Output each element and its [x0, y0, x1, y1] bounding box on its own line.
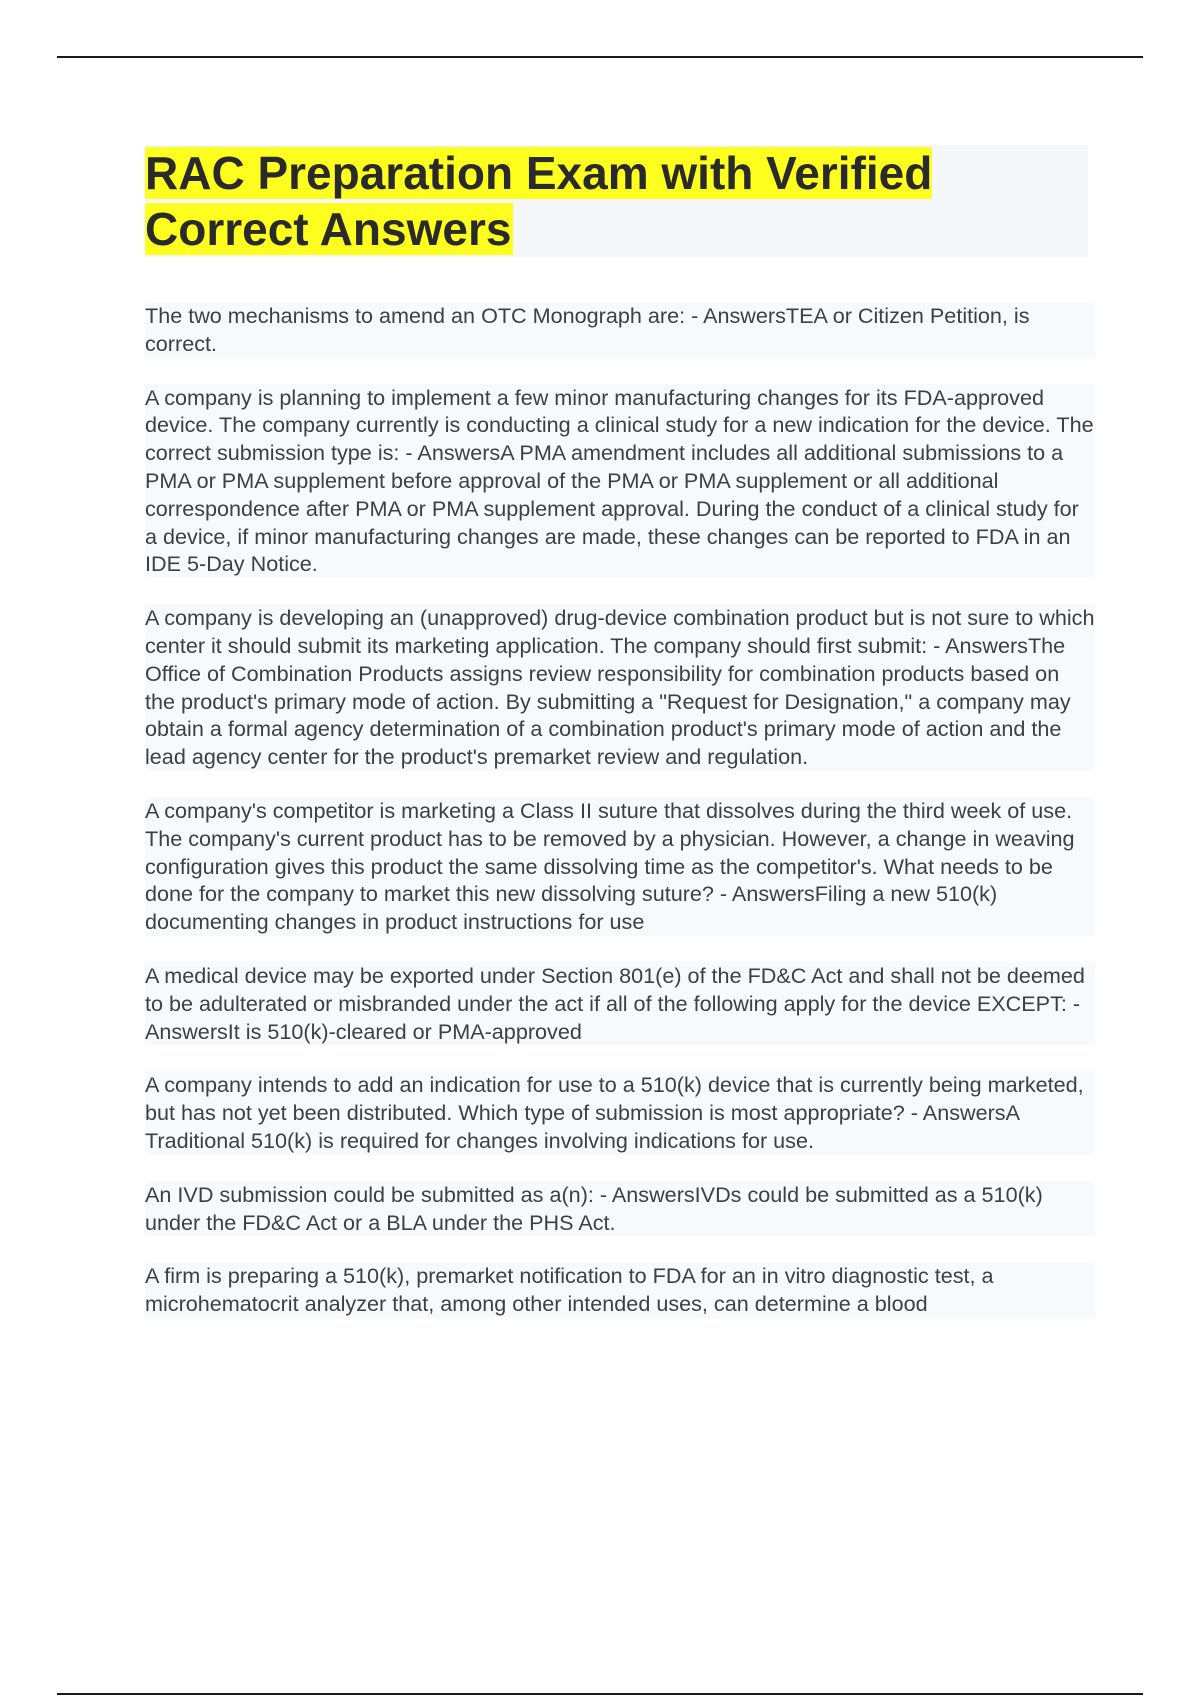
- qa-item: A company is planning to implement a few minor manufacturing changes for its FDA-approved device. The company currently is conducting a clinical study for a new indication for the device. The correct submission type is: - AnswersA PMA amendment includes all additional submissions to a PMA or PMA supplement before approval of the PMA or PMA supplement or all additional correspondence after PMA or PMA supplement approval. During the conduct of a clinical study for a device, if minor manufacturing changes are made, these changes can be reported to FDA in an IDE 5-Day Notice.: [145, 384, 1094, 577]
- qa-item: A medical device may be exported under Section 801(e) of the FD&C Act and shall not be deemed to be adulterated or misbranded under the act if all of the following apply for the device EXCEPT: - AnswersIt is 510(k)-cleared or PMA-approved: [145, 962, 1095, 1045]
- qa-item: A firm is preparing a 510(k), premarket notification to FDA for an in vitro diagnostic test, a microhematocrit analyzer that, among other intended uses, can determine a blood: [145, 1262, 1095, 1318]
- footer-rule: [57, 1693, 1143, 1695]
- qa-list: [145, 302, 1095, 1344]
- title-block: [145, 145, 1088, 257]
- qa-item: The two mechanisms to amend an OTC Monograph are: - AnswersTEA or Citizen Petition, is correct.: [145, 302, 1095, 358]
- document-title: [145, 145, 1088, 257]
- qa-item: An IVD submission could be submitted as a(n): - AnswersIVDs could be submitted as a 510(k) under the FD&C Act or a BLA under the PHS Act.: [145, 1181, 1095, 1237]
- title-highlight: RAC Preparation Exam with Verified Correct Answers: [145, 147, 933, 255]
- header-rule: [57, 56, 1143, 58]
- qa-item: A company is developing an (unapproved) drug-device combination product but is not sure to which center it should submit its marketing application. The company should first submit: - AnswersThe Office of Combination Products assigns review responsibility for combination products based on the product's primary mode of action. By submitting a "Request for Designation," a company may obtain a formal agency determination of a combination product's primary mode of action and the lead agency center for the product's premarket review and regulation.: [145, 605, 1095, 770]
- qa-item: A company intends to add an indication for use to a 510(k) device that is currently being marketed, but has not yet been distributed. Which type of submission is most appropriate? - AnswersA Traditional 510(k) is required for changes involving indications for use.: [145, 1071, 1095, 1154]
- qa-item: A company's competitor is marketing a Class II suture that dissolves during the third week of use. The company's current product has to be removed by a physician. However, a change in weaving configuration gives this product the same dissolving time as the competitor's. What needs to be done for the company to market this new dissolving suture? - AnswersFiling a new 510(k) documenting changes in product instructions for use: [145, 797, 1095, 936]
